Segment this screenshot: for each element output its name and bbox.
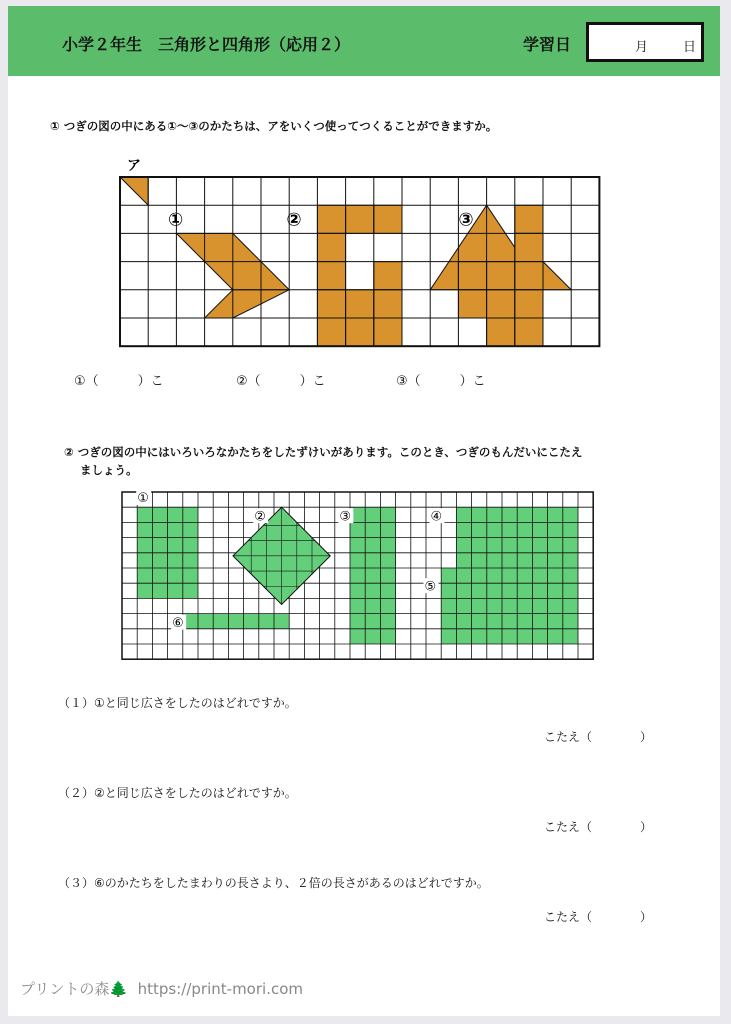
q1-answer-1[interactable]: ①（ ）こ: [74, 374, 164, 389]
figure-label-3: ③: [339, 509, 352, 525]
figure-label-2: ②: [254, 509, 266, 525]
figure-6: [183, 614, 289, 629]
study-date-label: 学習日: [523, 35, 572, 54]
day-label: 日: [683, 40, 697, 55]
q1-answer-3[interactable]: ③（ ）こ: [396, 374, 486, 389]
question-2-grid: [8, 6, 720, 1016]
figure-label-5: ⑤: [424, 579, 437, 595]
figure-label-6: ⑥: [172, 615, 184, 631]
q1-answer-2[interactable]: ②（ ）こ: [236, 374, 326, 389]
worksheet-page: [8, 6, 720, 1016]
shape-a-label: ア: [127, 158, 141, 174]
shape-label-3: ③: [458, 209, 474, 231]
figure-label-4: ④: [430, 509, 443, 525]
tree-icon: 🌲: [109, 980, 129, 998]
figure-4-join: [502, 568, 517, 644]
footer-url[interactable]: https://print-mori.com: [137, 980, 303, 998]
subquestion-1-answer[interactable]: こたえ（ ）: [544, 730, 653, 744]
figure-3: [350, 507, 396, 644]
question-2-text-line1: ② つぎの図の中にはいろいろなかたちをしたずけいがあります。このとき、つぎのもんだいにこたえ: [64, 445, 583, 459]
subquestion-3-answer[interactable]: こたえ（ ）: [544, 910, 653, 924]
subquestion-2: （２）②と同じ広さをしたのはどれですか。: [58, 786, 297, 800]
shape-label-1: ①: [167, 209, 184, 231]
question-2-text-line2: ましょう。: [80, 463, 138, 477]
footer-site-name: プリントの森: [20, 980, 110, 998]
page-title: 小学２年生 三角形と四角形（応用２）: [62, 35, 351, 54]
figure-label-1: ①: [137, 491, 149, 507]
subquestion-1: （１）①と同じ広さをしたのはどれですか。: [58, 696, 297, 710]
footer: [20, 978, 303, 999]
subquestion-2-answer[interactable]: こたえ（ ）: [544, 820, 653, 834]
shape-label-2: ②: [286, 209, 302, 231]
subquestion-3: （３）⑥のかたちをしたまわりの長さより、２倍の長さがあるのはどれですか。: [58, 876, 489, 890]
month-label: 月: [635, 40, 649, 55]
question-1-text: ① つぎの図の中にある①～③のかたちは、アをいくつ使ってつくることができますか。: [50, 119, 498, 133]
